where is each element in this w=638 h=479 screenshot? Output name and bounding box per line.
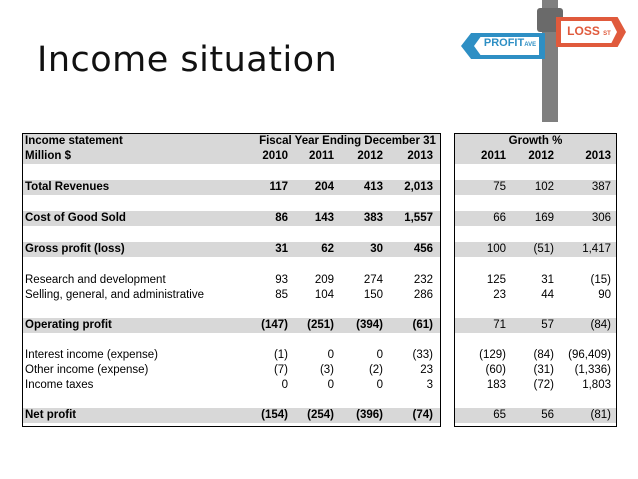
- table-row: Net profit (154) (254) (396) (74): [23, 408, 440, 423]
- growth-title: Growth %: [508, 135, 563, 147]
- year-2012: 2012: [357, 150, 383, 162]
- growth-row: (60) (31) (1,336): [485, 364, 611, 376]
- growth-row: 75 102 387: [455, 180, 616, 195]
- table-row: Interest income (expense) (1) 0 0 (33): [25, 349, 433, 361]
- profit-sign-label: PROFITAVE: [483, 37, 537, 49]
- unit-label: Million $: [25, 150, 71, 162]
- table-row: Other income (expense) (7) (3) (2) 23: [25, 364, 433, 376]
- year-2010: 2010: [262, 150, 288, 162]
- table-row: Income taxes 0 0 0 3: [25, 379, 433, 391]
- growth-row: 23 44 90: [493, 289, 611, 301]
- growth-row: 65 56 (81): [455, 408, 616, 423]
- growth-header-row: [455, 134, 616, 149]
- table-row: Selling, general, and administrative 85 104 150 286: [25, 289, 433, 301]
- table-row: Operating profit (147) (251) (394) (61): [23, 318, 440, 333]
- table-row: Total Revenues 117 204 413 2,013: [23, 180, 440, 195]
- table-header-row: [23, 134, 440, 149]
- table-row: Gross profit (loss) 31 62 30 456: [23, 242, 440, 257]
- growth-row: 66 169 306: [455, 211, 616, 226]
- table-year-row: [23, 149, 440, 164]
- income-statement-table: [22, 133, 441, 427]
- loss-sign-label: LOSS ST: [567, 24, 611, 38]
- growth-row: 183 (72) 1,803: [486, 379, 611, 391]
- slide-title: Income situation: [37, 40, 338, 80]
- growth-year-row: [455, 149, 616, 164]
- growth-year-2012: 2012: [528, 150, 554, 162]
- fiscal-year-title: Fiscal Year Ending December 31: [259, 135, 436, 147]
- year-2013: 2013: [407, 150, 433, 162]
- year-2011: 2011: [309, 150, 334, 162]
- growth-row: 125 31 (15): [486, 274, 611, 286]
- growth-year-2011: 2011: [481, 150, 506, 162]
- growth-row: 71 57 (84): [455, 318, 616, 333]
- table-row: Cost of Good Sold 86 143 383 1,557: [23, 211, 440, 226]
- table-row: Research and development 93 209 274 232: [25, 274, 433, 286]
- growth-row: 100 (51) 1,417: [455, 242, 616, 257]
- growth-year-2013: 2013: [585, 150, 611, 162]
- header-label: Income statement: [25, 135, 123, 147]
- growth-row: (129) (84) (96,409): [479, 349, 611, 361]
- growth-table: [454, 133, 617, 427]
